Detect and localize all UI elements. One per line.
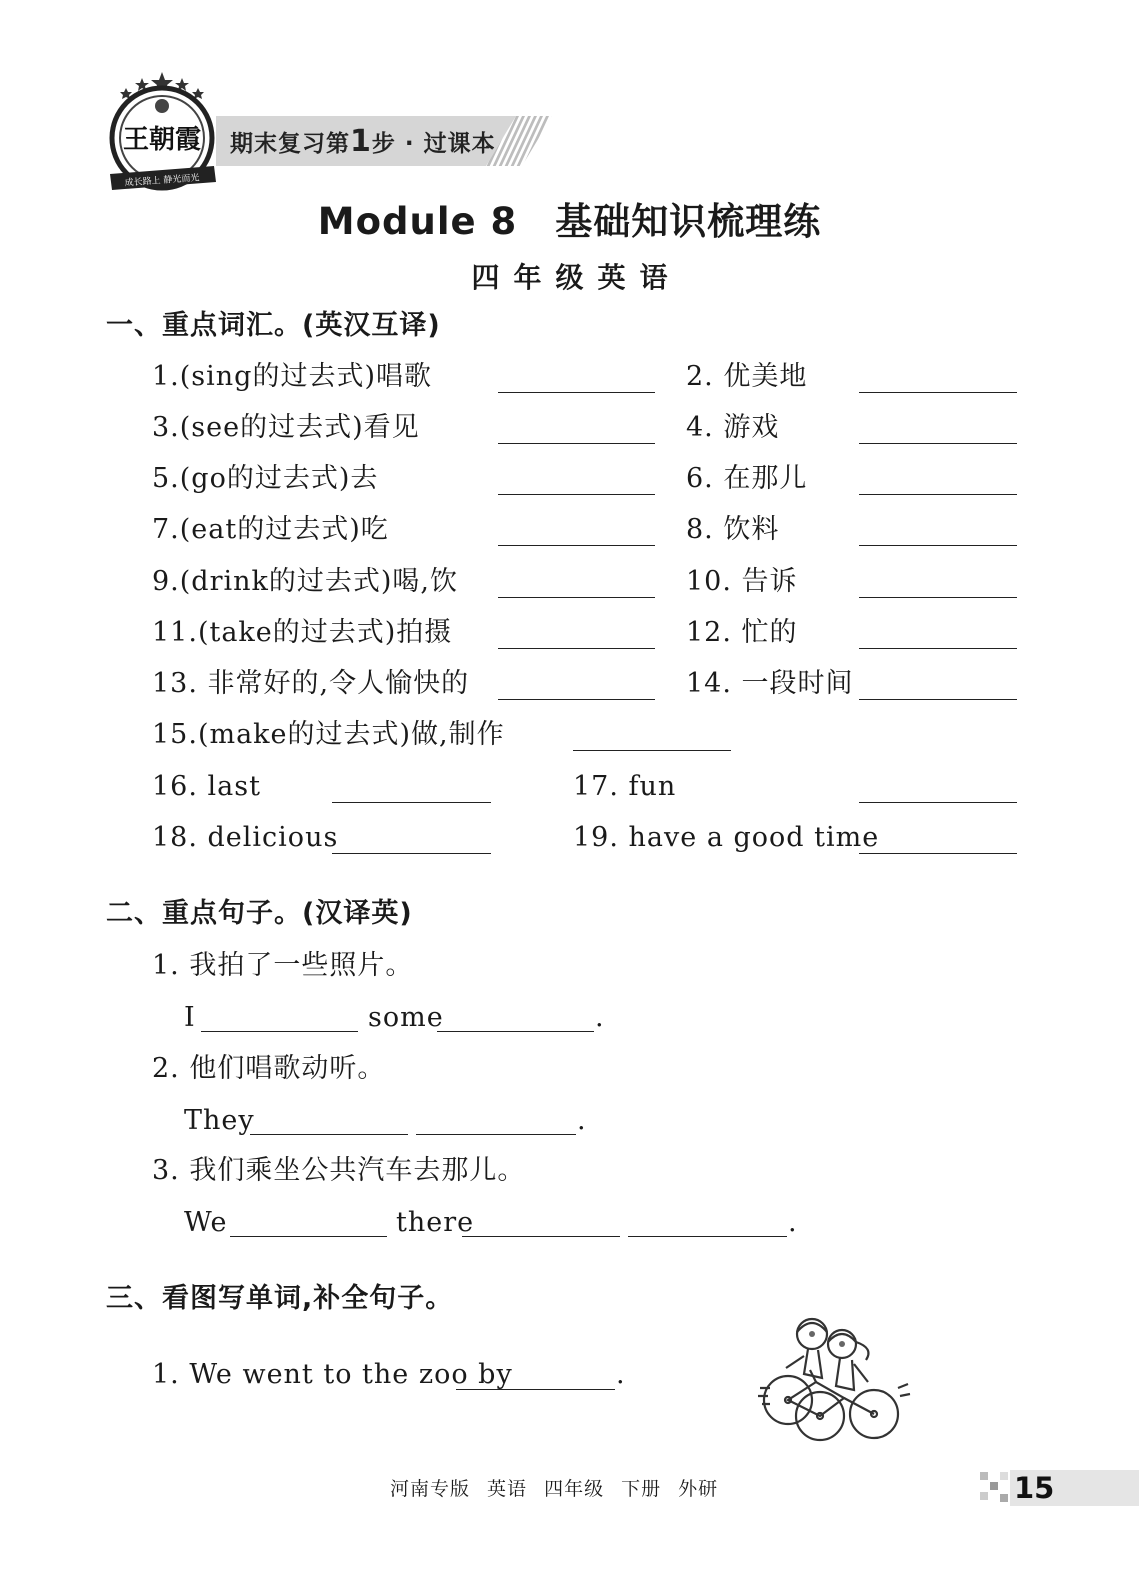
page-title: Module 8 基础知识梳理练 xyxy=(317,200,822,243)
answer-blank[interactable] xyxy=(859,545,1017,546)
sentence-word: some xyxy=(368,1002,444,1033)
answer-blank[interactable] xyxy=(456,1389,615,1390)
answer-blank[interactable] xyxy=(859,392,1017,393)
answer-blank[interactable] xyxy=(201,1031,358,1032)
vocab-item-11: 11.(take的过去式)拍摄 xyxy=(152,617,453,648)
vocab-item-1: 1.(sing的过去式)唱歌 xyxy=(152,361,432,392)
vocab-item-10: 10. 告诉 xyxy=(686,566,798,597)
vocab-item-15: 15.(make的过去式)做,制作 xyxy=(152,719,505,750)
answer-blank[interactable] xyxy=(859,494,1017,495)
answer-blank[interactable] xyxy=(859,853,1017,854)
sentence-period: . xyxy=(788,1207,798,1238)
sentence-prompt-1: 1. 我拍了一些照片。 xyxy=(152,950,414,981)
page-number: 15 xyxy=(1014,1471,1055,1505)
answer-blank[interactable] xyxy=(437,1031,594,1032)
answer-blank[interactable] xyxy=(498,494,655,495)
answer-blank[interactable] xyxy=(859,699,1017,700)
answer-blank[interactable] xyxy=(859,648,1017,649)
answer-blank[interactable] xyxy=(498,699,655,700)
answer-blank[interactable] xyxy=(498,545,655,546)
sentence-prompt-2: 2. 他们唱歌动听。 xyxy=(152,1053,386,1084)
bike-riders-illustration xyxy=(756,1312,912,1446)
vocab-item-2: 2. 优美地 xyxy=(686,361,808,392)
page-subtitle: 四年级英语 xyxy=(471,261,682,294)
vocab-item-3: 3.(see的过去式)看见 xyxy=(152,412,420,443)
answer-blank[interactable] xyxy=(416,1134,576,1135)
sentence-period: . xyxy=(616,1359,626,1390)
answer-blank[interactable] xyxy=(462,1236,620,1237)
vocab-item-12: 12. 忙的 xyxy=(686,617,798,648)
vocab-item-4: 4. 游戏 xyxy=(686,412,780,443)
sentence-word: I xyxy=(184,1002,196,1033)
brand-logo-seal xyxy=(104,70,220,198)
answer-blank[interactable] xyxy=(230,1236,387,1237)
picture-sentence-1: 1. We went to the zoo by xyxy=(152,1359,513,1390)
vocab-item-14: 14. 一段时间 xyxy=(686,668,854,699)
vocab-item-8: 8. 饮料 xyxy=(686,514,780,545)
answer-blank[interactable] xyxy=(859,597,1017,598)
answer-blank[interactable] xyxy=(628,1236,787,1237)
answer-blank[interactable] xyxy=(498,597,655,598)
sentence-period: . xyxy=(595,1002,605,1033)
vocab-item-17: 17. fun xyxy=(573,771,677,802)
vocab-item-9: 9.(drink的过去式)喝,饮 xyxy=(152,566,458,597)
answer-blank[interactable] xyxy=(250,1134,408,1135)
logo-tagline: 成长路上 静光而光 xyxy=(124,173,200,189)
vocab-item-6: 6. 在那儿 xyxy=(686,463,808,494)
vocab-item-5: 5.(go的过去式)去 xyxy=(152,463,379,494)
answer-blank[interactable] xyxy=(498,443,655,444)
vocab-item-18: 18. delicious xyxy=(152,822,339,853)
vocab-item-13: 13. 非常好的,令人愉快的 xyxy=(152,668,470,699)
sentence-word: We xyxy=(184,1207,228,1238)
sentence-word: there xyxy=(396,1207,475,1238)
answer-blank[interactable] xyxy=(573,750,731,751)
section2-heading: 二、重点句子。(汉译英) xyxy=(106,898,413,929)
vocab-item-7: 7.(eat的过去式)吃 xyxy=(152,514,389,545)
section3-heading: 三、看图写单词,补全句子。 xyxy=(106,1283,454,1314)
answer-blank[interactable] xyxy=(498,392,655,393)
section1-heading: 一、重点词汇。(英汉互译) xyxy=(106,310,441,341)
page-corner-squares xyxy=(980,1472,1008,1504)
answer-blank[interactable] xyxy=(859,443,1017,444)
vocab-item-16: 16. last xyxy=(152,771,261,802)
answer-blank[interactable] xyxy=(859,802,1017,803)
step-banner-text: 期末复习第1步 · 过课本 xyxy=(230,124,496,159)
vocab-item-19: 19. have a good time xyxy=(573,822,880,853)
answer-blank[interactable] xyxy=(332,853,491,854)
sentence-period: . xyxy=(577,1105,587,1136)
sentence-word: They xyxy=(184,1105,255,1136)
footer-info: 河南专版 英语 四年级 下册 外研 xyxy=(390,1478,719,1500)
sentence-prompt-3: 3. 我们乘坐公共汽车去那儿。 xyxy=(152,1155,526,1186)
logo-text: 王朝霞 xyxy=(122,125,202,155)
answer-blank[interactable] xyxy=(332,802,491,803)
answer-blank[interactable] xyxy=(498,648,655,649)
